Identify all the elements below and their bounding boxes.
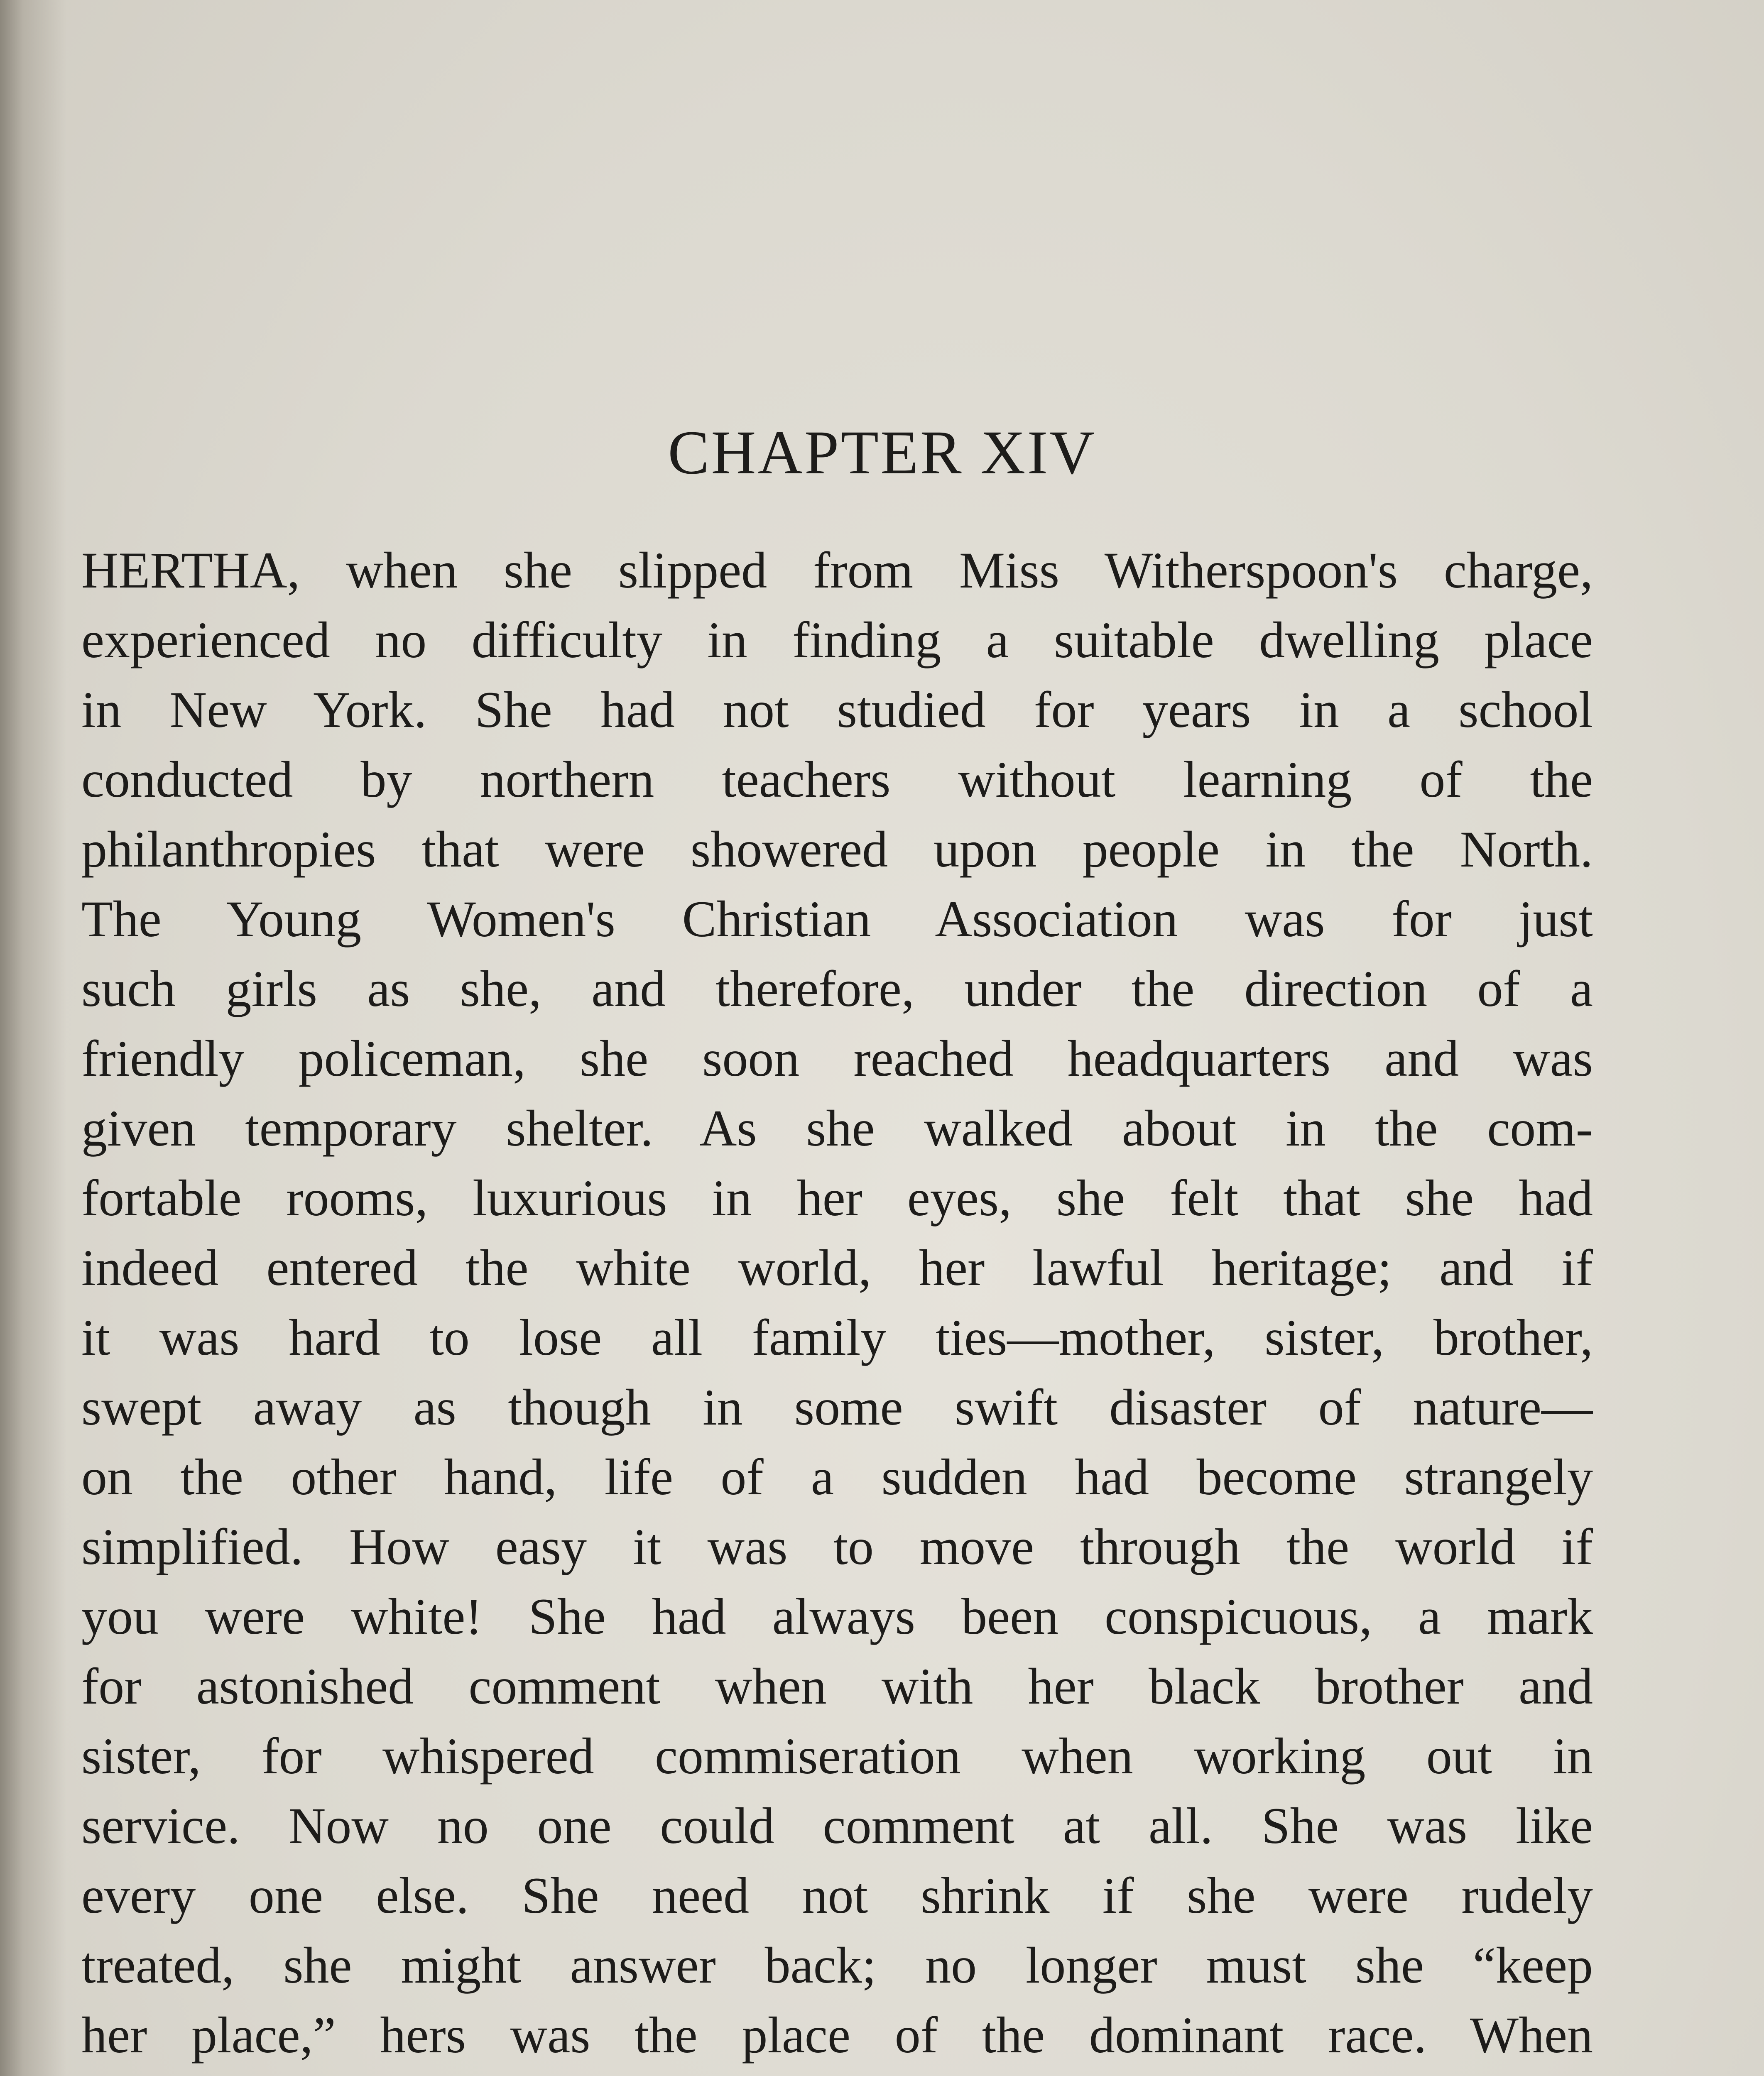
text-line: conducted by northern teachers without learning of the xyxy=(81,751,1593,808)
text-line: simplified. How easy it was to move through the world if xyxy=(81,1518,1593,1575)
text-line: experienced no difficulty in finding a suitable dwelling place xyxy=(81,612,1593,668)
text-line: on the other hand, life of a sudden had become strangely xyxy=(81,1449,1593,1506)
text-line: you were white! She had always been conspicuous, a mark xyxy=(81,1588,1593,1645)
text-line: her place,” hers was the place of the dominant race. When xyxy=(81,2007,1593,2064)
text-line: HERTHA, when she slipped from Miss Witherspoon's charge, xyxy=(81,542,1593,599)
text-line xyxy=(81,2070,1593,2076)
text-line: swept away as though in some swift disaster of nature— xyxy=(81,1379,1593,1436)
text-line: indeed entered the white world, her lawful heritage; and if xyxy=(81,1239,1593,1296)
text-line: service. Now no one could comment at all. She was like xyxy=(81,1797,1593,1854)
gutter-shadow xyxy=(0,0,66,2076)
text-line: given temporary shelter. As she walked about in the com- xyxy=(81,1100,1593,1157)
text-line: it was hard to lose all family ties—mother, sister, brother, xyxy=(81,1309,1593,1366)
text-line: The Young Women's Christian Association was for just xyxy=(81,891,1593,947)
chapter-heading: CHAPTER XIV xyxy=(668,418,1096,487)
text-line: sister, for whispered commiseration when working out in xyxy=(81,1728,1593,1785)
text-line: fortable rooms, luxurious in her eyes, she felt that she had xyxy=(81,1170,1593,1227)
text-line: every one else. She need not shrink if she were rudely xyxy=(81,1867,1593,1924)
text-line: philanthropies that were showered upon people in the North. xyxy=(81,821,1593,878)
text-line: for astonished comment when with her black brother and xyxy=(81,1658,1593,1715)
text-line: such girls as she, and therefore, under the direction of a xyxy=(81,960,1593,1017)
text-line: in New York. She had not studied for years in a school xyxy=(81,681,1593,738)
text-line: friendly policeman, she soon reached headquarters and was xyxy=(81,1030,1593,1087)
text-line: treated, she might answer back; no longer must she “keep xyxy=(81,1937,1593,1994)
